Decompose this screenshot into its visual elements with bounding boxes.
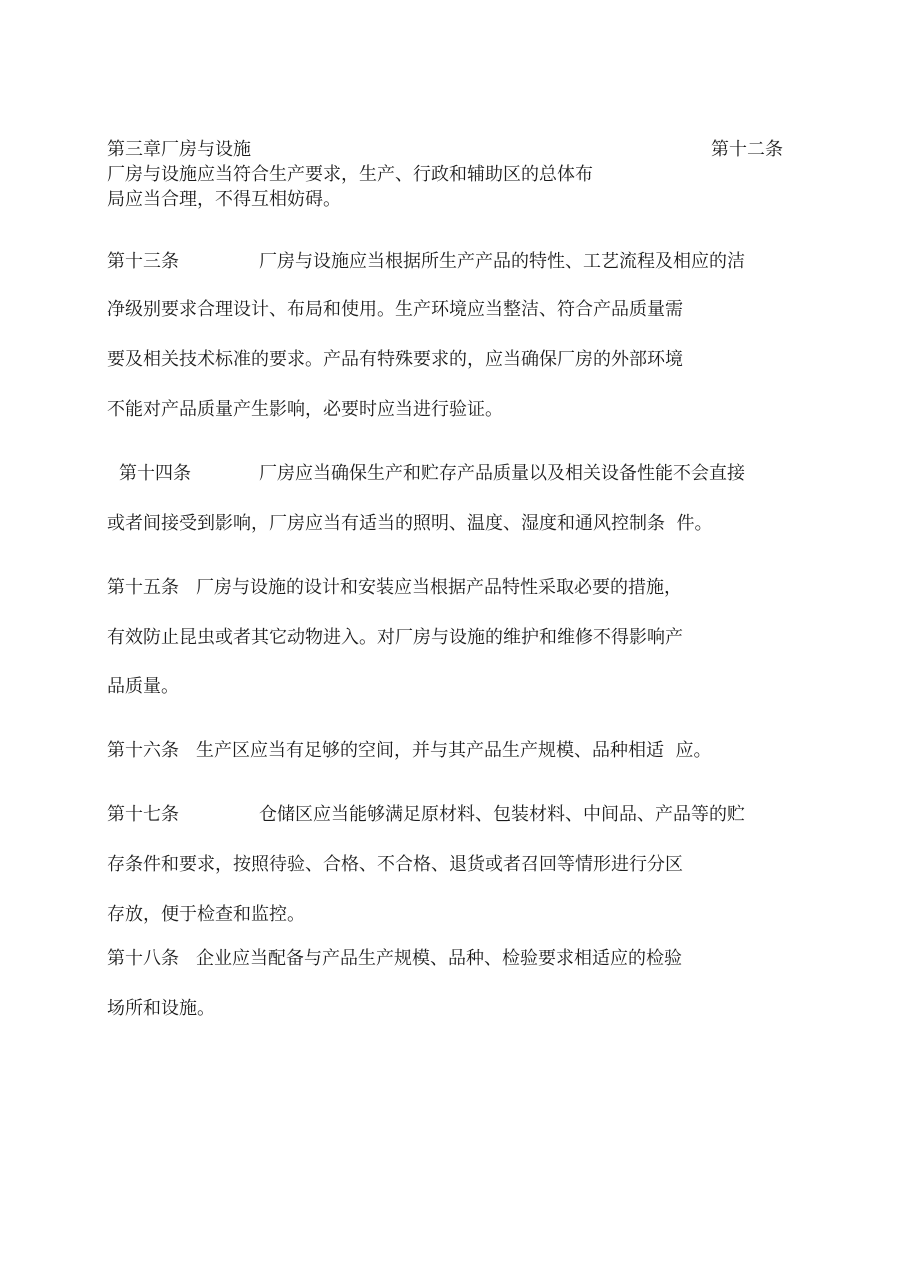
article-12-line-2: 局应当合理，不得互相妨碍。 (107, 189, 341, 210)
article-18-line-2: 场所和设施。 (107, 998, 215, 1019)
chapter-title: 第三章厂房与设施 (107, 139, 251, 160)
article-17-line-3: 存放，便于检查和监控。 (107, 904, 305, 925)
article-12-line-1: 厂房与设施应当符合生产要求，生产、行政和辅助区的总体布 (107, 164, 593, 185)
article-17-line-2: 存条件和要求，按照待验、合格、不合格、退货或者召回等情形进行分区 (107, 854, 683, 875)
article-13-line-1: 厂房与设施应当根据所生产产品的特性、工艺流程及相应的洁 (259, 251, 745, 272)
article-13-line-4: 不能对产品质量产生影响，必要时应当进行验证。 (107, 399, 503, 420)
article-15-line-1: 厂房与设施的设计和安装应当根据产品特性采取必要的措施， (196, 577, 682, 598)
article-16-label: 第十六条 (107, 740, 179, 761)
article-13-label: 第十三条 (107, 251, 179, 272)
article-14-label: 第十四条 (119, 463, 191, 484)
article-14-line-1: 厂房应当确保生产和贮存产品质量以及相关设备性能不会直接 (259, 463, 745, 484)
article-17-line-1: 仓储区应当能够满足原材料、包装材料、中间品、产品等的贮 (259, 804, 745, 825)
article-17-label: 第十七条 (107, 804, 179, 825)
article-15-line-3: 品质量。 (107, 676, 179, 697)
article-12-label: 第十二条 (711, 139, 783, 160)
article-13-line-2: 净级别要求合理设计、布局和使用。生产环境应当整洁、符合产品质量需 (107, 299, 683, 320)
article-15-label: 第十五条 (107, 577, 179, 598)
article-14-line-2: 或者间接受到影响，厂房应当有适当的照明、温度、湿度和通风控制条 件。 (107, 513, 713, 534)
article-18-label: 第十八条 (107, 948, 179, 969)
article-13-line-3: 要及相关技术标准的要求。产品有特殊要求的，应当确保厂房的外部环境 (107, 349, 683, 370)
article-15-line-2: 有效防止昆虫或者其它动物进入。对厂房与设施的维护和维修不得影响产 (107, 627, 683, 648)
article-18-line-1: 企业应当配备与产品生产规模、品种、检验要求相适应的检验 (196, 948, 682, 969)
article-16-line-1: 生产区应当有足够的空间，并与其产品生产规模、品种相适 应。 (196, 740, 712, 761)
